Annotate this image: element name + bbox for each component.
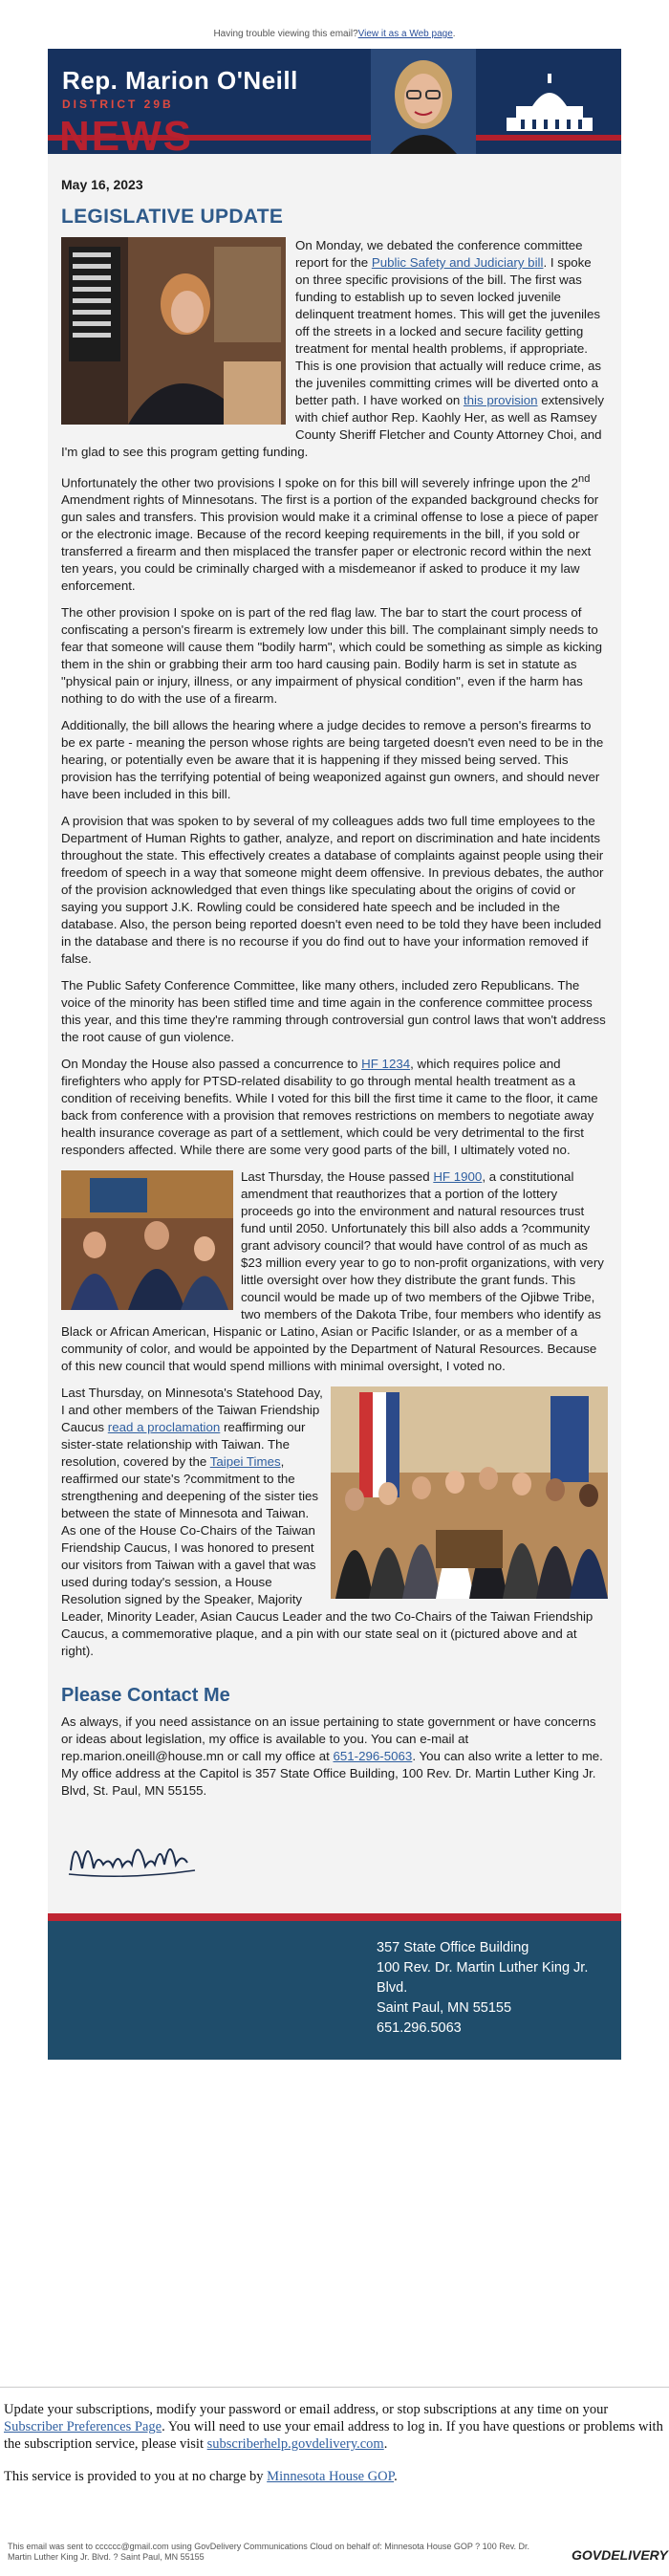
text: , a constitutional amendment that reauthorizes that a portion of the lottery proceeds go into the environment and natural resources trust fund until 2050. Unfortunately this bill also adds a ?community grant advisory council? that would have control of as much as $23 million every year to go to non-profit organizations, with very little oversight over how they distribute the grant funds. This council would be made up of two members of the Ojibwe Tribe, two members of the Dakota Tribe, four members who identify as Black or African American, Hispanic or Latino, Asian or Pacific Islander, or as a member of a community of color, and would be appointed by the Department of Natural Resources. Because of this new council that would spend millions with minimal oversight, I voted no. — [61, 1169, 604, 1374]
text: . — [383, 2436, 388, 2452]
address-line-3: Saint Paul, MN 55155 — [377, 2000, 512, 2017]
section-title: LEGISLATIVE UPDATE — [61, 206, 284, 228]
newsletter — [48, 49, 621, 2060]
address-line-1: 357 State Office Building — [377, 1940, 529, 1956]
govdelivery-logo: GOVDELIVERY — [572, 2547, 668, 2563]
text: Last Thursday, the House passed — [241, 1169, 434, 1185]
text: This service is provided to you at no charge by — [4, 2469, 268, 2484]
divider — [0, 2387, 669, 2388]
taiwan-caucus-group-photo — [331, 1386, 608, 1599]
preheader: Having trouble viewing this email?View it as a Web page. — [213, 29, 456, 39]
paragraph-second-amendment — [61, 470, 608, 595]
text: extensively with chief author Rep. Kaohly Her, as well as Ramsey County Sheriff Fletcher and County Attorney Choi, and I'm glad to see this program getting funding. — [61, 393, 605, 459]
signature — [61, 1815, 224, 1889]
subscription-footer — [0, 2387, 669, 2500]
text: , reaffirmed our state's ?commitment to the strengthening and deepening of the sister ties between the state of Minnesota and Taiwan. As one of the House Co-Chairs of the Taiwan Friendship Caucus, I was honored to present our visitors from Taiwan with a gavel that was used during today's session, a House Resolution signed by the Speaker, Majority Leader, Minority Leader, Asian Caucus Leader and the two Co-Chairs of the Taiwan Friendship Caucus, a commemorative plaque, and a pin with our state seal on it (pictured above and at right). — [61, 1454, 593, 1659]
newsletter-body — [48, 154, 621, 1913]
house-floor-speech-photo — [61, 237, 286, 425]
address-line-2: 100 Rev. Dr. Martin Luther King Jr. Blvd. — [377, 1960, 589, 1997]
masthead — [48, 49, 621, 154]
text: reaffirming our sister-state relationship with Taiwan. The resolution, covered by the — [61, 1420, 306, 1470]
text: . — [394, 2469, 398, 2484]
fine-print: This email was sent to cccccc@gmail.com using GovDelivery Communications Cloud on behalf of: Minnesota House GOP ? 100 Rev. Dr. Martin Luther King Jr. Blvd. ? Saint Paul, MN 55155 — [8, 2542, 530, 2562]
contact-title: Please Contact Me — [61, 1685, 230, 1707]
hf-1234-link[interactable]: HF 1234 — [361, 1057, 411, 1072]
taipei-times-link[interactable]: Taipei Times — [209, 1454, 281, 1470]
office-address-footer — [48, 1921, 621, 2060]
text: Unfortunately the other two provisions I spoke on for this bill will severely infringe upon the 2 — [61, 475, 579, 491]
news-label: NEWS — [59, 113, 193, 154]
paragraph-red-flag: The other provision I spoke on is part of the red flag law. The bar to start the court process of confiscating a person's firearm is extremely low under this bill. The complainant simply needs to fear that someone will cause them "bodily harm", which could be something as simple as kicking them in the shin or grabbing their arm too hard causing pain. Bodily harm is set in statute as "physical pain or injury, illness, or any impairment of physical condition", even if the harm has nothing to do with the use of a firearm. — [61, 605, 602, 707]
paragraph-human-rights: A provision that was spoken to by several of my colleagues adds two full time employees to the Department of Human Rights to gather, analyze, and report on discrimination and hate incidents throughout the state. This effectively creates a database of complaints against people using their freedom of speech in a way that someone might deem offensive. In previous debates, the author of the provision acknowledged that even things like speculating about the origins of covid or saying you support J.K. Rowling could be considered hate speech and be included in the database. Also, the person being reported doesn't even need to be told they have been included in the database and there is no recourse if you do find out to have your information removed if false. — [61, 814, 604, 967]
view-as-webpage-link[interactable]: View it as a Web page — [357, 29, 453, 39]
text: . You will need to use your email address to log in. If you have questions or problems with the subscription service, please visit — [4, 2419, 663, 2452]
hf-1900-link[interactable]: HF 1900 — [433, 1169, 483, 1185]
paragraph-hf1234 — [61, 1056, 608, 1159]
phone-link[interactable]: 651-296-5063 — [333, 1749, 413, 1764]
issue-date: May 16, 2023 — [61, 177, 143, 192]
contact-paragraph — [61, 1714, 608, 1800]
text: Amendment rights of Minnesotans. The first is a portion of the expanded background checks for gun sales and transfers. This provision would make it a criminal offense to lose a piece of paper or the electronic image. Because of the record keeping requirements in the bill, if you sold or transferred a firearm and then misplaced the transfer paper or electronic record within the next ten years, you could be criminally charged with a misdemeanor if asked to produce it my law enforcement. — [61, 492, 599, 594]
office-phone: 651.296.5063 — [377, 2020, 462, 2037]
read-proclamation-link[interactable]: read a proclamation — [107, 1420, 221, 1435]
footer-red-stripe — [48, 1913, 621, 1921]
this-provision-link[interactable]: this provision — [463, 393, 538, 407]
superscript: nd — [578, 473, 591, 485]
district-label: DISTRICT 29B — [62, 98, 174, 111]
text: . You can also write a letter to me. My office address at the Capitol is 357 State Office Building, 100 Rev. Dr. Martin Luther King Jr. Blvd, St. Paul, MN 55155. — [61, 1749, 603, 1799]
paragraph-conference-committee: The Public Safety Conference Committee, like many others, included zero Republicans. The voice of the minority has been stifled time and time again in the conference committee process this year, and this time they're ramming through controversial gun control laws that won't address the root cause of gun violence. — [61, 978, 606, 1045]
public-safety-bill-link[interactable]: Public Safety and Judiciary bill — [371, 255, 544, 270]
rep-name: Rep. Marion O'Neill — [62, 66, 298, 95]
text: On Monday the House also passed a concurrence to — [61, 1057, 362, 1072]
rep-portrait — [371, 49, 476, 154]
text: , which requires police and firefighters who apply for PTSD-related disability to go through mental health treatment as a condition of receiving benefits. While I voted for this bill the first time it came to the floor, it came back from conference with a provision that removes restrictions on members to negotiate away health insurance coverage as part of a settlement, which could be very detrimental to the first responders affected. While there are some very good parts of the bill, I ultimately voted no. — [61, 1057, 598, 1158]
paragraph-ex-parte: Additionally, the bill allows the hearing where a judge decides to remove a person's firearms to be ex parte - meaning the person whose rights are being targeted doesn't even need to be in the hearing, or potentially even be aware that it is happening if they missed being served. This provision has the terrifying potential of being weaponized against gun owners, and should never have been included in this bill. — [61, 718, 604, 802]
service-text — [0, 2468, 669, 2485]
minnesota-house-gop-link[interactable]: Minnesota House GOP — [267, 2469, 395, 2484]
subscriber-preferences-link[interactable]: Subscriber Preferences Page — [4, 2419, 162, 2434]
text: . I spoke on three specific provisions of the bill. The first was funding to establish up to seven locked juvenile delinquent treatment homes. This will get the juveniles off the streets in a locked and secure facility getting treatment for mental health problems, if appropriate. This is one provision that actually will reduce crime, as the juveniles committing crimes will be diverted onto a better path. I have worked on — [295, 255, 601, 407]
subscriber-help-link[interactable]: subscriberhelp.govdelivery.com — [206, 2436, 384, 2452]
text: On Monday, we debated the conference committee report for the — [295, 238, 583, 270]
text: As always, if you need assistance on an issue pertaining to state government or have concerns or ideas about legislation, my office is available to you. You can e-mail at rep.marion.oneill@house.mn or call my office at — [61, 1714, 596, 1764]
text: Update your subscriptions, modify your password or email address, or stop subscriptions at any time on your — [4, 2402, 609, 2417]
text: Last Thursday, on Minnesota's Statehood Day, I and other members of the Taiwan Friendship Caucus — [61, 1386, 323, 1435]
capitol-icon — [502, 70, 597, 137]
preheader-text: Having trouble viewing this email? — [213, 29, 358, 39]
subscription-text — [0, 2401, 669, 2453]
house-chamber-photo — [61, 1170, 233, 1310]
